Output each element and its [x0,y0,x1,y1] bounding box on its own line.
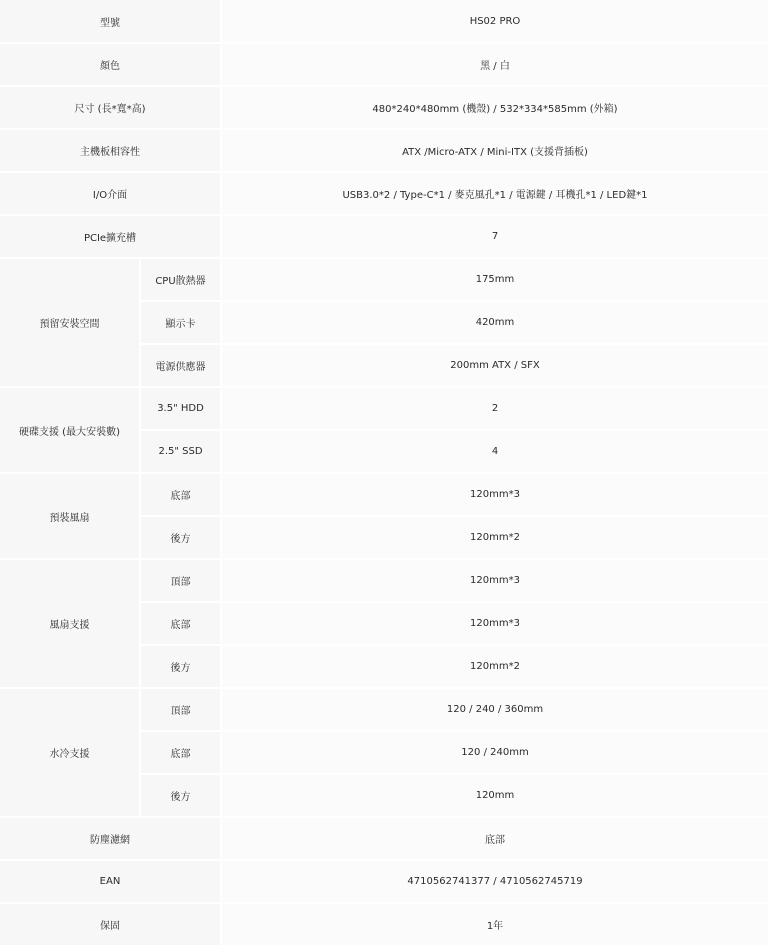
spec-value: 120mm*3 [221,559,768,602]
spec-value: 7 [221,215,768,258]
spec-sub-label: 2.5" SSD [140,430,221,473]
spec-sub-label: 底部 [140,731,221,774]
spec-label: 尺寸 (長*寬*高) [0,86,221,129]
spec-sub-label: 後方 [140,774,221,817]
spec-row [0,215,768,258]
spec-group-label: 預裝風扇 [0,473,140,559]
spec-value: 120mm*2 [221,516,768,559]
spec-label: 防塵濾網 [0,817,221,860]
spec-sub-label: 後方 [140,516,221,559]
spec-value: 1年 [221,903,768,946]
spec-group-label: 硬碟支援 (最大安裝數) [0,387,140,473]
spec-sub-label: 底部 [140,602,221,645]
spec-label: 保固 [0,903,221,946]
spec-sub-label: CPU散熱器 [140,258,221,301]
spec-group-label: 水冷支援 [0,688,140,817]
spec-label: 型號 [0,0,221,43]
spec-value: 200mm ATX / SFX [221,344,768,387]
spec-label: I/O介面 [0,172,221,215]
spec-value: USB3.0*2 / Type-C*1 / 麥克風孔*1 / 電源鍵 / 耳機孔*1 / LED鍵*1 [221,172,768,215]
spec-row [0,172,768,215]
spec-label: 主機板相容性 [0,129,221,172]
spec-value: 120 / 240 / 360mm [221,688,768,731]
spec-value: 120mm*3 [221,602,768,645]
spec-row [0,817,768,860]
spec-value: 120mm*3 [221,473,768,516]
spec-label: 顏色 [0,43,221,86]
spec-sub-label: 顯示卡 [140,301,221,344]
spec-value: 420mm [221,301,768,344]
spec-row [0,258,768,301]
spec-sub-label: 頂部 [140,688,221,731]
spec-row [0,86,768,129]
spec-sub-label: 電源供應器 [140,344,221,387]
spec-row [0,559,768,602]
spec-group-label: 預留安裝空間 [0,258,140,387]
spec-sub-label: 後方 [140,645,221,688]
spec-value: 2 [221,387,768,430]
spec-value: HS02 PRO [221,0,768,43]
spec-label: EAN [0,860,221,903]
spec-row [0,129,768,172]
spec-row [0,387,768,430]
spec-value: 120mm [221,774,768,817]
spec-value: 黑 / 白 [221,43,768,86]
spec-value: 4 [221,430,768,473]
spec-sub-label: 底部 [140,473,221,516]
spec-value: 120mm*2 [221,645,768,688]
spec-row [0,903,768,946]
spec-sub-label: 頂部 [140,559,221,602]
spec-row [0,43,768,86]
spec-value: 175mm [221,258,768,301]
spec-row [0,0,768,43]
spec-sub-label: 3.5" HDD [140,387,221,430]
spec-value: ATX /Micro-ATX / Mini-ITX (支援背插板) [221,129,768,172]
spec-value: 4710562741377 / 4710562745719 [221,860,768,903]
spec-value: 480*240*480mm (機殼) / 532*334*585mm (外箱) [221,86,768,129]
spec-row [0,860,768,903]
spec-group-label: 風扇支援 [0,559,140,688]
spec-value: 120 / 240mm [221,731,768,774]
spec-row [0,688,768,731]
spec-label: PCIe擴充槽 [0,215,221,258]
spec-value: 底部 [221,817,768,860]
spec-row [0,473,768,516]
